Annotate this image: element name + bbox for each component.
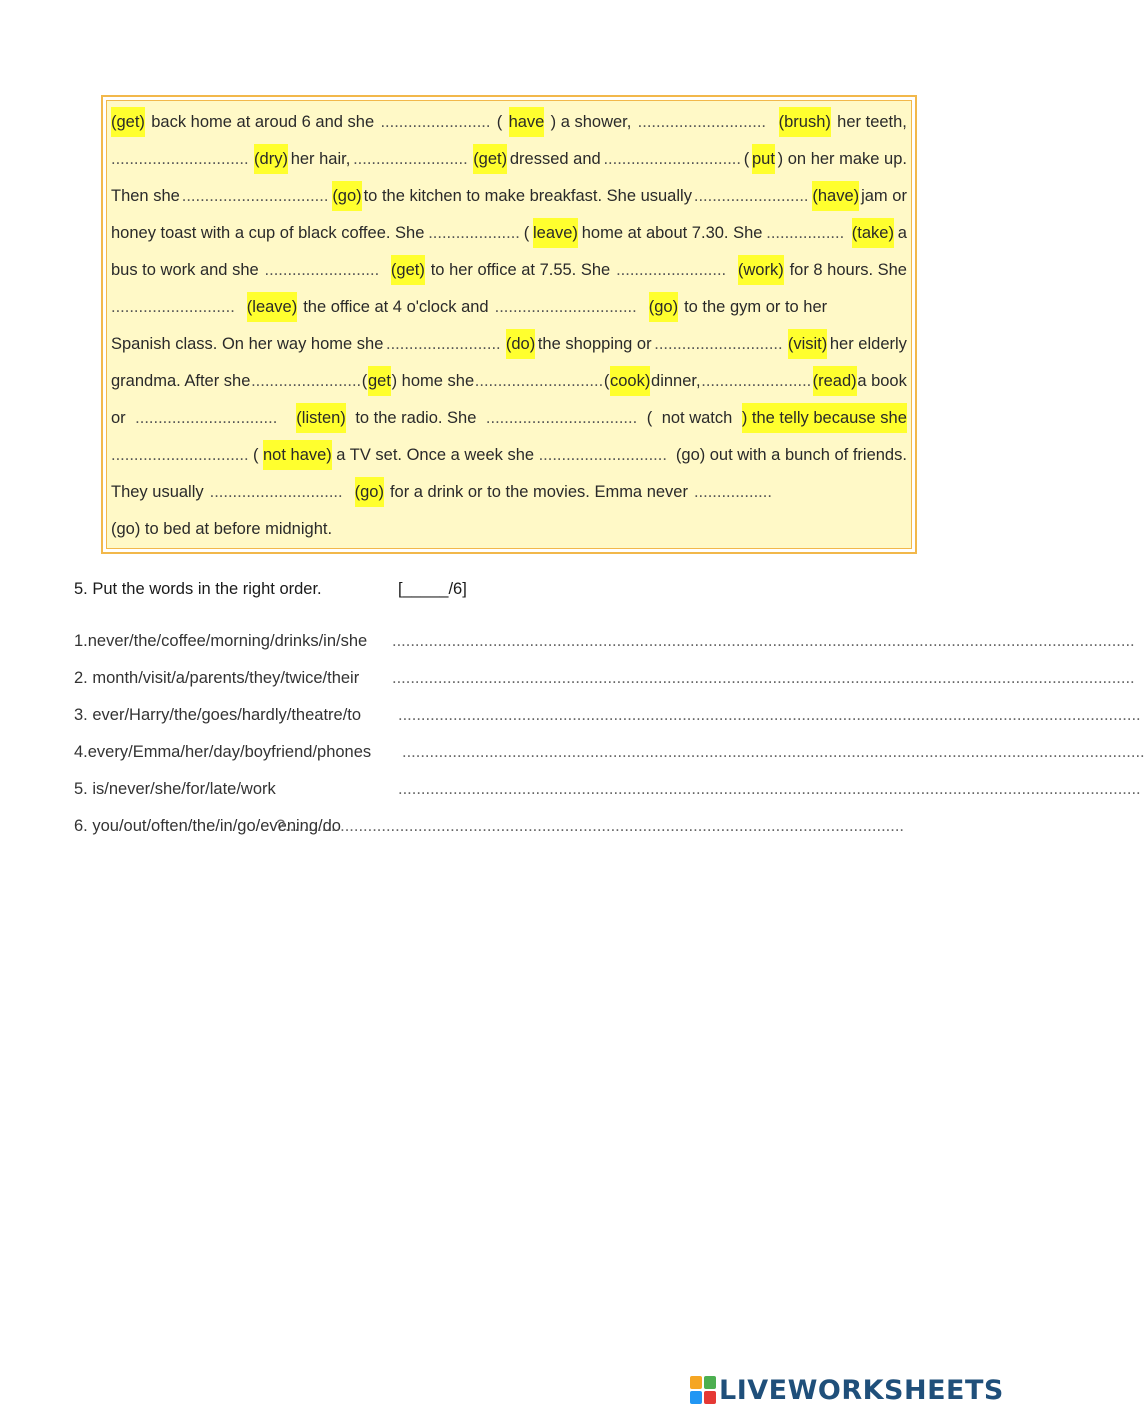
- passage-line: [111, 255, 907, 285]
- passage-text-segment: her elderly: [829, 335, 907, 353]
- passage-text-segment: a TV set. Once a week she: [336, 446, 535, 464]
- verb-hint: (visit): [788, 329, 827, 359]
- passage-text-segment: dinner,: [651, 372, 701, 390]
- answer-line[interactable]: ..................................................................................................................................................................: [392, 669, 1135, 687]
- verb-hint: (dry): [254, 144, 288, 174]
- verb-hint: (get): [473, 144, 507, 174]
- verb-hint: (go): [332, 181, 361, 211]
- passage-text-segment: (: [743, 150, 750, 168]
- answer-blank: ....................: [428, 224, 520, 242]
- answer-blank: .................: [766, 224, 845, 242]
- answer-blank: ........................: [701, 372, 812, 390]
- passage-line: [111, 440, 907, 470]
- passage-text-segment: for 8 hours. She: [789, 261, 907, 279]
- passage-text-segment: the shopping or: [537, 335, 652, 353]
- question-words: 5. is/never/she/for/late/work: [74, 780, 276, 798]
- passage-text-segment: to the kitchen to make breakfast. She usually: [363, 187, 692, 205]
- passage-text-segment: out with a bunch of friends.: [709, 446, 907, 464]
- verb-hint: put: [752, 144, 775, 174]
- answer-blank: .................: [693, 483, 772, 501]
- passage-text-segment: the office at 4 o'clock and: [303, 298, 489, 316]
- passage-text: [106, 100, 912, 549]
- answer-line[interactable]: ..................................................................................................................................................................: [398, 706, 1141, 724]
- liveworksheets-logo: [690, 1374, 1004, 1406]
- answer-blank: .........................: [264, 261, 380, 279]
- verb-hint: not have): [263, 440, 332, 470]
- answer-blank: ........................: [251, 372, 362, 390]
- passage-text-segment: back home at aroud 6 and she: [151, 113, 375, 131]
- question-words: 3. ever/Harry/the/goes/hardly/theatre/to: [74, 706, 362, 724]
- verb-hint: (go): [355, 477, 384, 507]
- passage-text-segment: (: [253, 446, 259, 464]
- verb-hint: (listen): [296, 403, 346, 433]
- passage-text-segment: her hair,: [290, 150, 351, 168]
- passage-line: [111, 477, 907, 507]
- question-words: 6. you/out/often/the/in/go/evening/do: [74, 817, 341, 835]
- passage-line: [111, 403, 907, 433]
- logo-tile: [704, 1376, 716, 1389]
- passage-text-segment: (: [361, 372, 368, 390]
- answer-blank: ........................: [616, 261, 727, 279]
- passage-text-segment: to the gym or to her: [684, 298, 828, 316]
- answer-blank: .........................: [693, 187, 809, 205]
- passage-text-segment: (: [496, 113, 503, 131]
- answer-blank: .............................: [209, 483, 343, 501]
- answer-blank: ..............................: [603, 150, 741, 168]
- passage-text-segment: grandma. After she: [111, 372, 251, 390]
- answer-blank: .................................: [485, 409, 638, 427]
- passage-text-segment: (go): [675, 446, 706, 464]
- passage-line: [111, 144, 907, 174]
- passage-text-segment: (: [523, 224, 530, 242]
- verb-hint: get: [368, 366, 391, 396]
- answer-blank: .........................: [353, 150, 468, 168]
- passage-text-segment: ) a shower,: [550, 113, 632, 131]
- verb-hint: (work): [738, 255, 784, 285]
- question-item: [74, 776, 1141, 802]
- verb-hint: (take): [852, 218, 894, 248]
- question-words: 4.every/Emma/her/day/boyfriend/phones: [74, 743, 372, 761]
- verb-hint: (brush): [779, 107, 831, 137]
- passage-text-segment: (: [603, 372, 610, 390]
- question-item: [74, 739, 1145, 765]
- passage-text-segment: to the radio. She: [355, 409, 477, 427]
- passage-text-segment: a book: [857, 372, 907, 390]
- passage-line: [111, 218, 907, 248]
- passage-text-segment: a: [897, 224, 907, 242]
- logo-text: LIVEWORKSHEETS: [719, 1374, 1004, 1406]
- logo-tile: [704, 1391, 716, 1404]
- answer-line[interactable]: ..................................................................................................................................................................: [392, 632, 1135, 650]
- passage-text-segment: bus to work and she: [111, 261, 259, 279]
- passage-text-segment: They usually: [111, 483, 204, 501]
- passage-text-segment: honey toast with a cup of black coffee. She: [111, 224, 425, 242]
- verb-hint: (have): [812, 181, 859, 211]
- verb-hint: leave): [533, 218, 578, 248]
- verb-hint: (get): [391, 255, 425, 285]
- passage-text-segment: (go) to bed at before midnight.: [111, 520, 333, 538]
- answer-blank: ...........................: [111, 298, 235, 316]
- passage-text-segment: ) on her make up.: [777, 150, 907, 168]
- logo-tile: [690, 1391, 702, 1404]
- question-item: [74, 702, 1141, 728]
- passage-text-segment: Spanish class. On her way home she: [111, 335, 384, 353]
- verb-hint: (do): [506, 329, 535, 359]
- liveworksheets-logo-icon: [690, 1376, 716, 1404]
- answer-blank: ............................: [637, 113, 767, 131]
- question-words: 2. month/visit/a/parents/they/twice/their: [74, 669, 360, 687]
- question-item: [74, 813, 904, 839]
- answer-blank: ............................: [474, 372, 604, 390]
- verb-hint: (leave): [247, 292, 297, 322]
- passage-text-segment: dressed and: [509, 150, 601, 168]
- question-words: 1.never/the/coffee/morning/drinks/in/she: [74, 632, 368, 650]
- passage-text-segment: or: [111, 409, 126, 427]
- passage-line: [111, 181, 907, 211]
- passage-text-segment: (: [646, 409, 653, 427]
- passage-text-segment: not watch: [661, 409, 733, 427]
- passage-text-segment: her teeth,: [837, 113, 907, 131]
- logo-tile: [690, 1376, 702, 1389]
- passage-text-segment: for a drink or to the movies. Emma never: [389, 483, 688, 501]
- answer-blank: ...............................: [135, 409, 278, 427]
- passage-line: [111, 329, 907, 359]
- exercise-title: 5. Put the words in the right order.: [74, 580, 322, 598]
- answer-line[interactable]: .......................................................................................................................................?: [275, 817, 904, 835]
- passage-box: [101, 95, 917, 554]
- answer-line[interactable]: ..................................................................................................................................................................: [398, 780, 1141, 798]
- passage-text-segment: ) home she: [391, 372, 475, 390]
- verb-hint: (go): [649, 292, 678, 322]
- passage-text-segment: jam or: [861, 187, 907, 205]
- verb-hint: cook): [610, 366, 650, 396]
- answer-blank: ................................: [181, 187, 329, 205]
- answer-blank: ............................: [538, 446, 667, 464]
- answer-line[interactable]: ..................................................................................................................................................................: [402, 743, 1145, 761]
- verb-hint: (read): [813, 366, 857, 396]
- passage-line: [111, 366, 907, 396]
- answer-blank: ........................: [380, 113, 491, 131]
- verb-hint: have: [509, 107, 545, 137]
- passage-line: [111, 514, 907, 544]
- passage-text-segment: Then she: [111, 187, 180, 205]
- passage-text-segment: to her office at 7.55. She: [430, 261, 611, 279]
- verb-hint: (get): [111, 107, 145, 137]
- verb-hint: ) the telly because she: [742, 403, 907, 433]
- answer-blank: ..............................: [111, 150, 249, 168]
- passage-line: [111, 107, 907, 137]
- question-item: [74, 665, 1135, 691]
- answer-blank: ............................: [654, 335, 783, 353]
- answer-blank: ...............................: [494, 298, 637, 316]
- answer-blank: ..............................: [111, 446, 249, 464]
- score-box: [_____/6]: [398, 580, 467, 598]
- question-item: [74, 628, 1135, 654]
- answer-blank: .........................: [386, 335, 501, 353]
- passage-text-segment: home at about 7.30. She: [581, 224, 763, 242]
- passage-line: [111, 292, 907, 322]
